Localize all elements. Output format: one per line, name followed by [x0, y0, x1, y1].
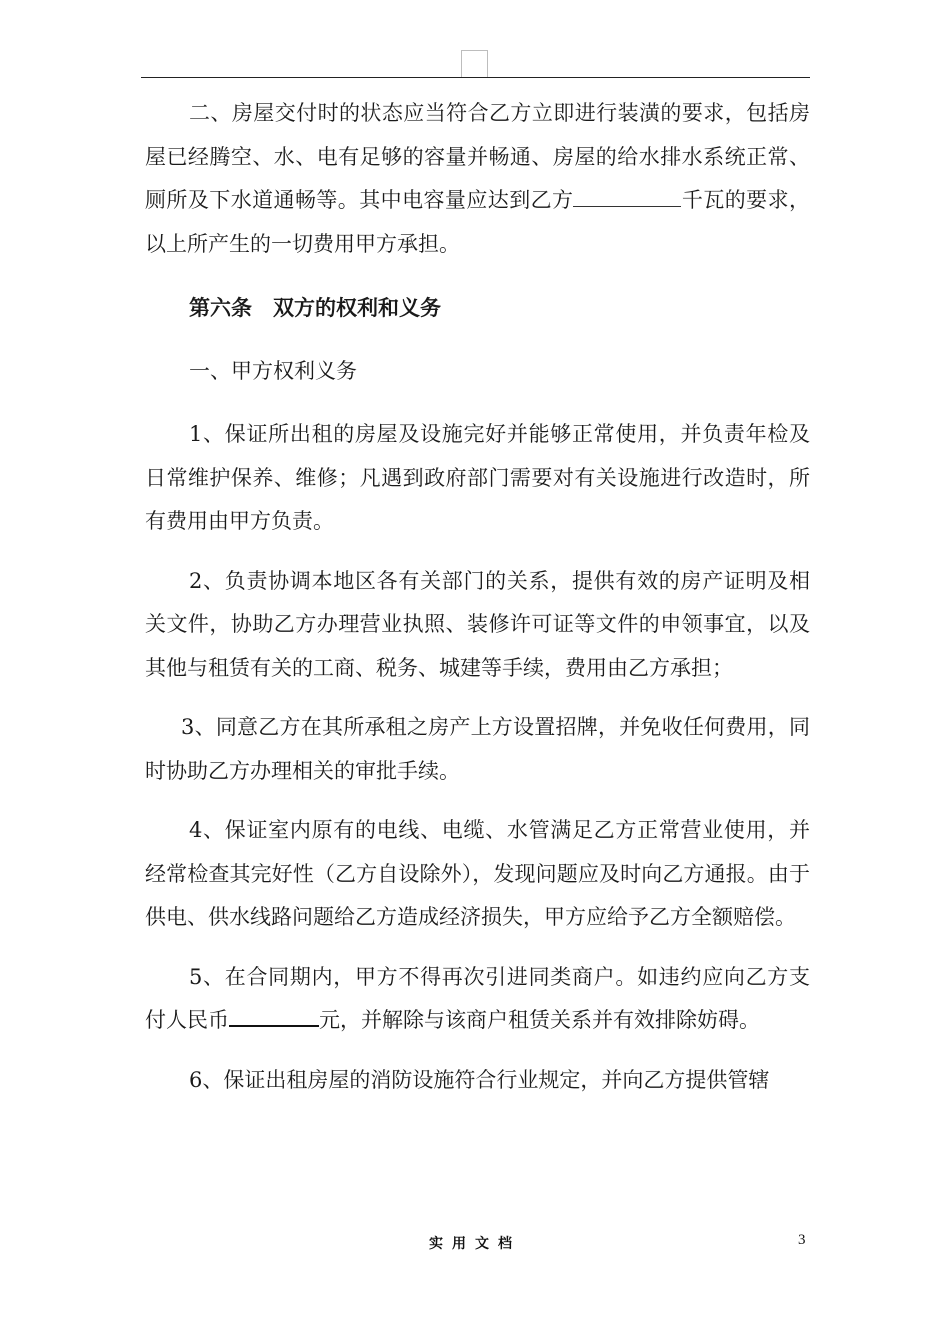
item-5-text-part1: 5、在合同期内，甲方不得再次引进同类商户。如违约应向乙方支付人民币	[145, 964, 810, 1032]
document-body	[145, 92, 810, 1102]
item-3: 3、同意乙方在其所承租之房产上方设置招牌，并免收任何费用，同时协助乙方办理相关的审批手续。	[145, 715, 810, 783]
party-a-subsection-heading: 一、甲方权利义务	[189, 358, 357, 383]
section-2-text-part1: 二、房屋交付时的状态应当符合乙方立即进行装潢的要求，包括房屋已经腾空、水、电有足够的容量并畅通、房屋的给水排水系统正常、厕所及下水道通畅等。其中电容量应达到乙方	[145, 101, 810, 212]
item-5	[145, 956, 810, 1043]
section-2-text-part2: 千瓦的要求，以上所产生的一切费用甲方承担。	[145, 188, 811, 256]
item-4: 4、保证室内原有的电线、电缆、水管满足乙方正常营业使用，并经常检查其完好性（乙方自设除外），发现问题应及时向乙方通报。由于供电、供水线路问题给乙方造成经济损失，甲方应给予乙方全额赔偿。	[145, 818, 810, 929]
amount-blank[interactable]	[229, 1007, 319, 1027]
item-1: 1、保证所出租的房屋及设施完好并能够正常使用，并负责年检及日常维护保养、维修；凡遇到政府部门需要对有关设施进行改造时，所有费用由甲方负责。	[145, 422, 810, 533]
item-6: 6、保证出租房屋的消防设施符合行业规定，并向乙方提供管辖	[189, 1067, 770, 1092]
page-number: 3	[798, 1232, 806, 1248]
item-2: 2、负责协调本地区各有关部门的关系，提供有效的房产证明及相关文件，协助乙方办理营业执照、装修许可证等文件的申领事宜，以及其他与租赁有关的工商、税务、城建等手续，费用由乙方承担；	[145, 568, 810, 680]
capacity-blank[interactable]	[573, 188, 681, 207]
footer-label: 实用文档	[429, 1236, 521, 1252]
article-6-title: 第六条 双方的权利和义务	[189, 295, 441, 320]
item-5-text-part2: 元，并解除与该商户租赁关系并有效排除妨碍。	[319, 1008, 760, 1032]
header-marker-box	[461, 50, 488, 77]
header-rule	[141, 77, 810, 78]
section-2-paragraph	[145, 92, 810, 266]
